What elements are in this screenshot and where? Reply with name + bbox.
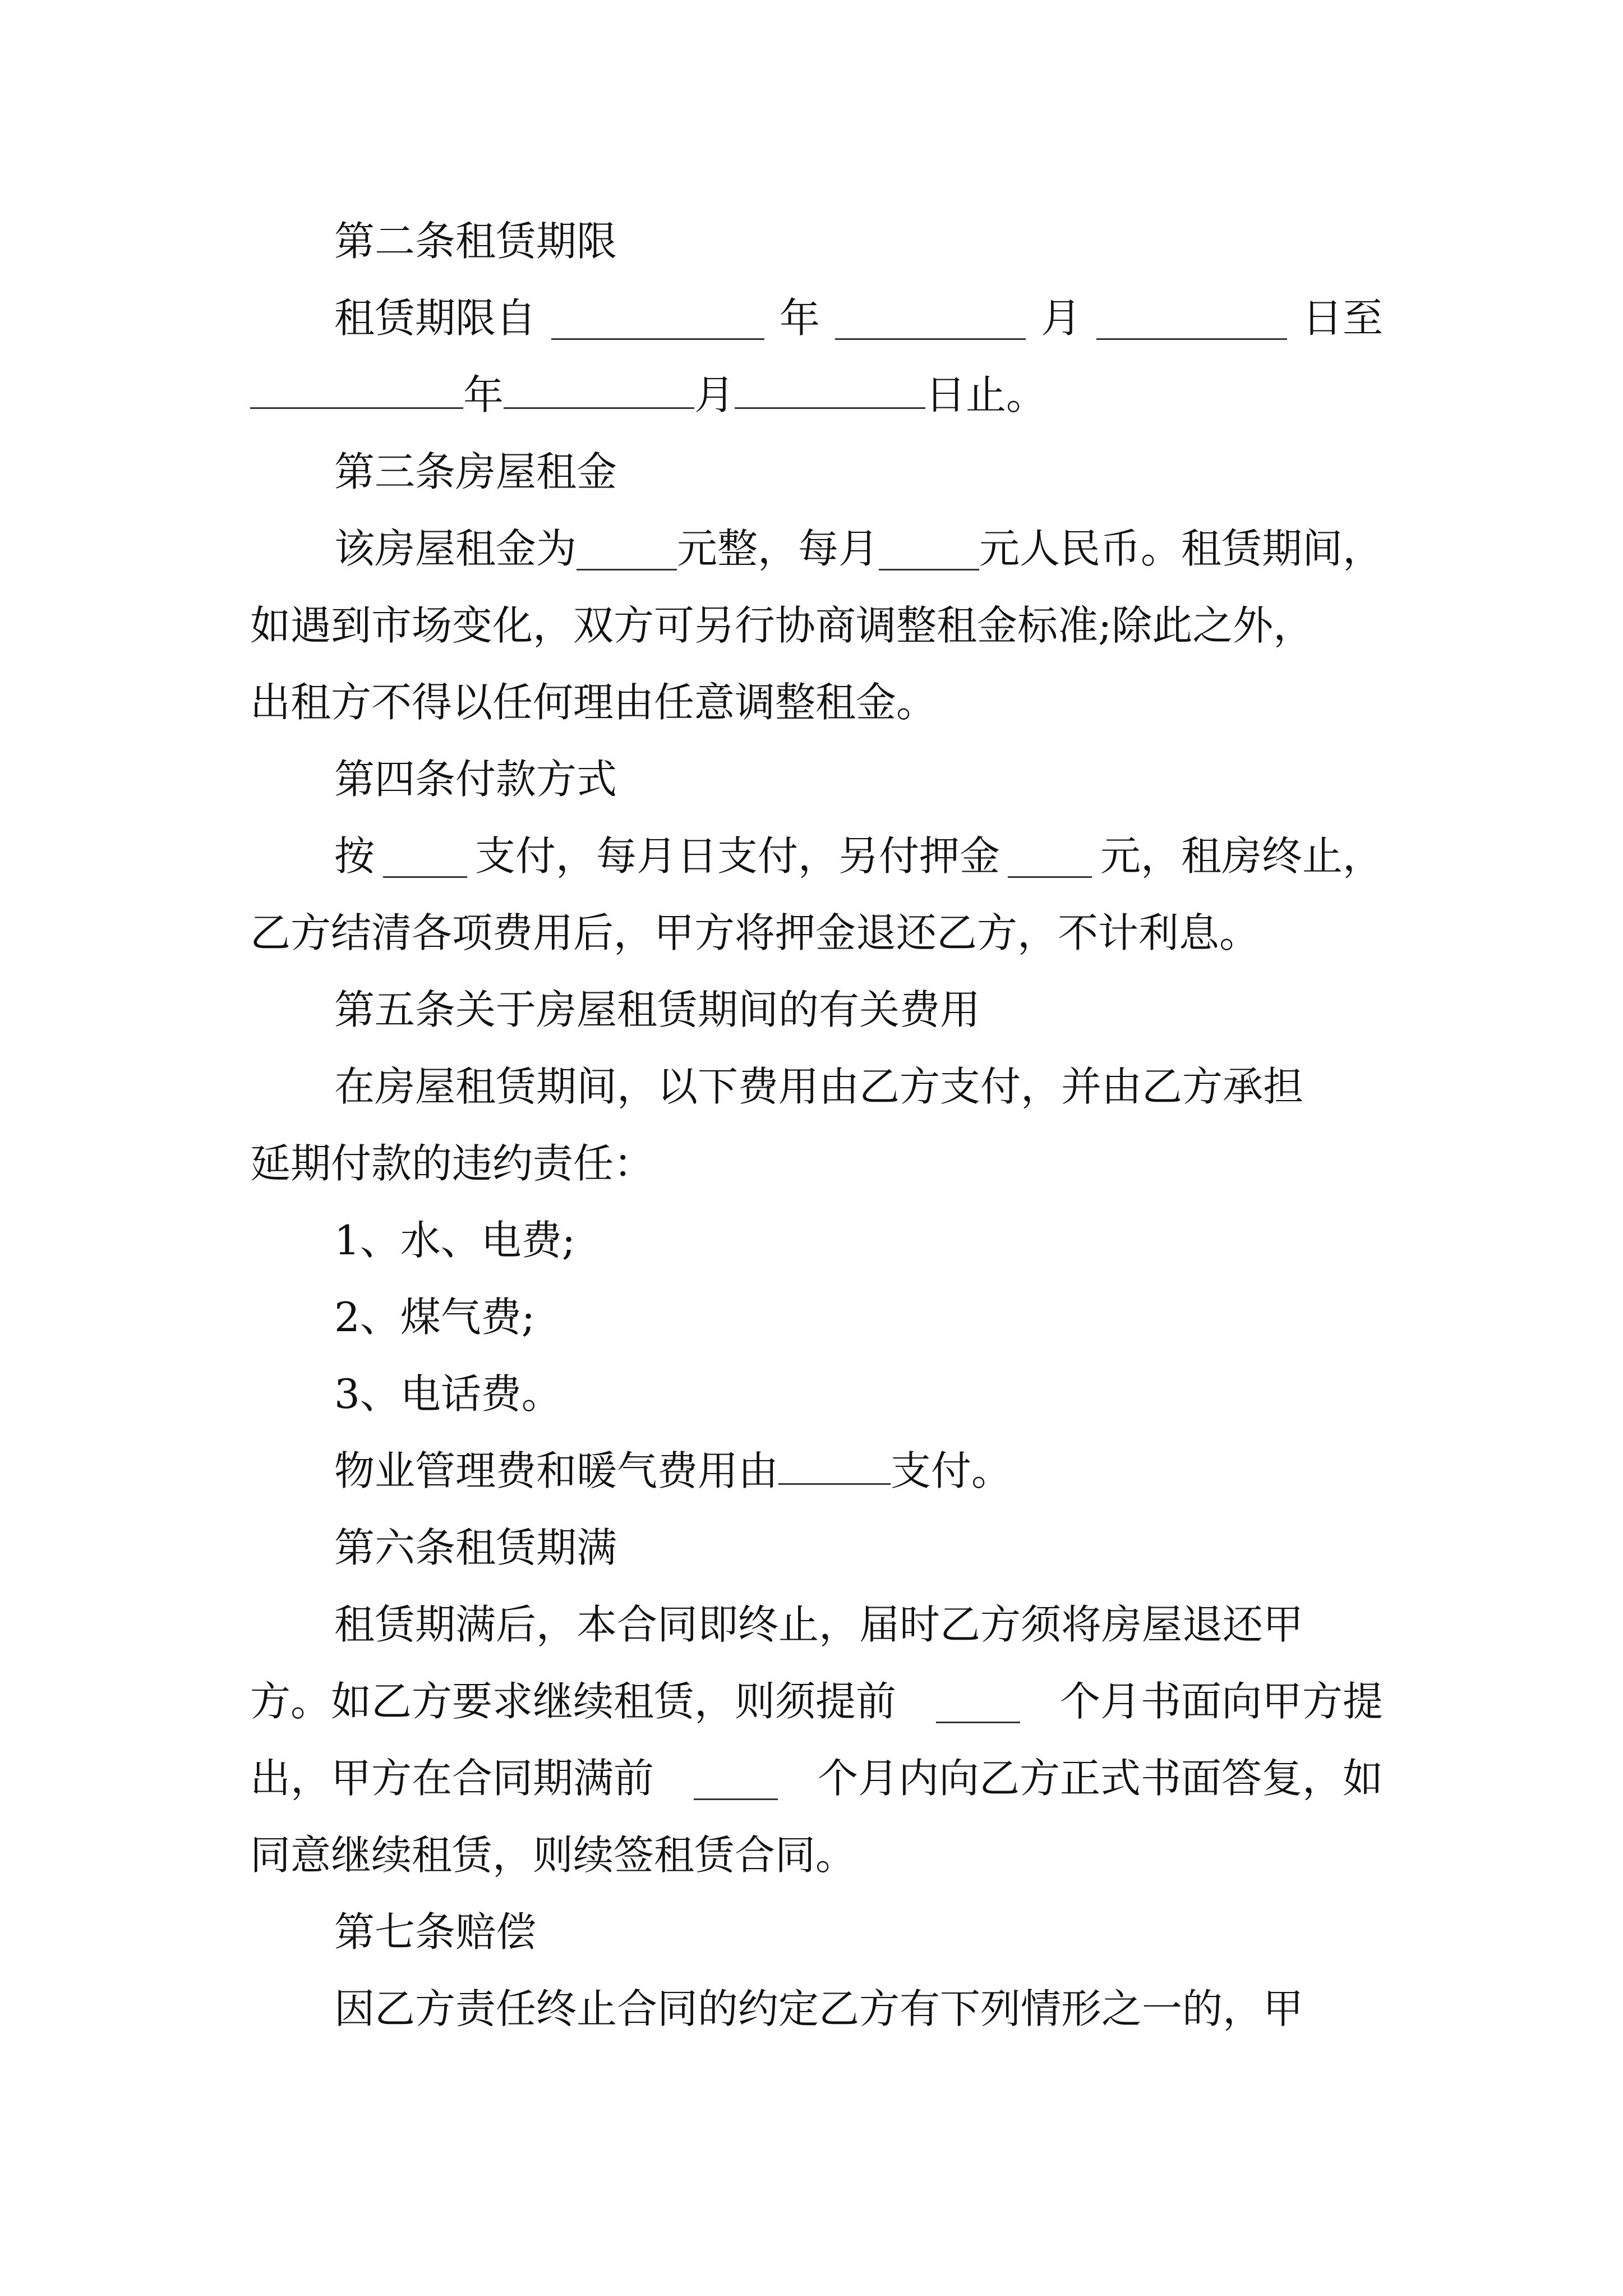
article-6-paragraph-line-2: 方。如乙方要求继续租赁，则须提前 个月书面向甲方提 xyxy=(250,1678,1383,1725)
article-7-heading: 第七条赔偿 xyxy=(334,1908,537,1955)
fill-blank xyxy=(383,835,467,878)
list-item: 3、电话费。 xyxy=(334,1370,562,1418)
article-5-paragraph-line-2: 延期付款的违约责任： xyxy=(250,1140,654,1187)
article-6-paragraph-line-3: 出，甲方在合同期满前 个月内向乙方正式书面答复，如 xyxy=(250,1755,1383,1802)
article-6-paragraph-line-4: 同意继续租赁，则续签租赁合同。 xyxy=(250,1832,856,1879)
fill-blank xyxy=(835,297,1026,340)
article-4-paragraph-line-2: 乙方结清各项费用后，甲方将押金退还乙方，不计利息。 xyxy=(250,909,1260,956)
article-3-paragraph-line-2: 如遇到市场变化，双方可另行协商调整租金标准;除此之外， xyxy=(250,602,1314,649)
article-6-heading: 第六条租赁期满 xyxy=(334,1524,617,1571)
article-6-paragraph-line-1: 租赁期满后，本合同即终止，届时乙方须将房屋退还甲 xyxy=(334,1601,1304,1648)
article-7-paragraph-line-1: 因乙方责任终止合同的约定乙方有下列情形之一的，甲 xyxy=(334,1985,1304,2032)
article-4-paragraph-line-1: 按 支付，每月日支付，另付押金 元，租房终止， xyxy=(334,832,1383,880)
fill-blank xyxy=(551,297,764,340)
fill-blank xyxy=(936,1680,1020,1723)
fill-blank xyxy=(1008,835,1092,878)
list-item: 1、水、电费; xyxy=(334,1217,576,1264)
fill-blank xyxy=(694,1757,778,1800)
article-5-heading: 第五条关于房屋租赁期间的有关费用 xyxy=(334,986,981,1033)
article-2-paragraph-line-1: 租赁期限自 年 月 日至 xyxy=(334,295,1383,342)
article-4-heading: 第四条付款方式 xyxy=(334,756,617,803)
list-item: 2、煤气费; xyxy=(334,1294,536,1341)
article-5-paragraph-line-1: 在房屋租赁期间，以下费用由乙方支付，并由乙方承担 xyxy=(334,1063,1304,1110)
article-2-paragraph-line-2: 年 月 日止。 xyxy=(250,364,1383,426)
article-5-property-fee-line: 物业管理费和暖气费用由 支付。 xyxy=(334,1440,1383,1502)
fill-blank xyxy=(735,366,925,409)
fill-blank xyxy=(250,366,463,409)
article-3-paragraph-line-1: 该房屋租金为 元整，每月 元人民币。租赁期间， xyxy=(334,525,1383,572)
fill-blank xyxy=(1096,297,1287,340)
fill-blank xyxy=(504,366,694,409)
fill-blank xyxy=(577,527,677,570)
article-3-heading: 第三条房屋租金 xyxy=(334,448,617,495)
article-3-paragraph-line-3: 出租方不得以任何理由任意调整租金。 xyxy=(250,679,937,726)
fill-blank xyxy=(778,1442,891,1485)
fill-blank xyxy=(879,527,979,570)
article-2-heading: 第二条租赁期限 xyxy=(334,218,617,265)
